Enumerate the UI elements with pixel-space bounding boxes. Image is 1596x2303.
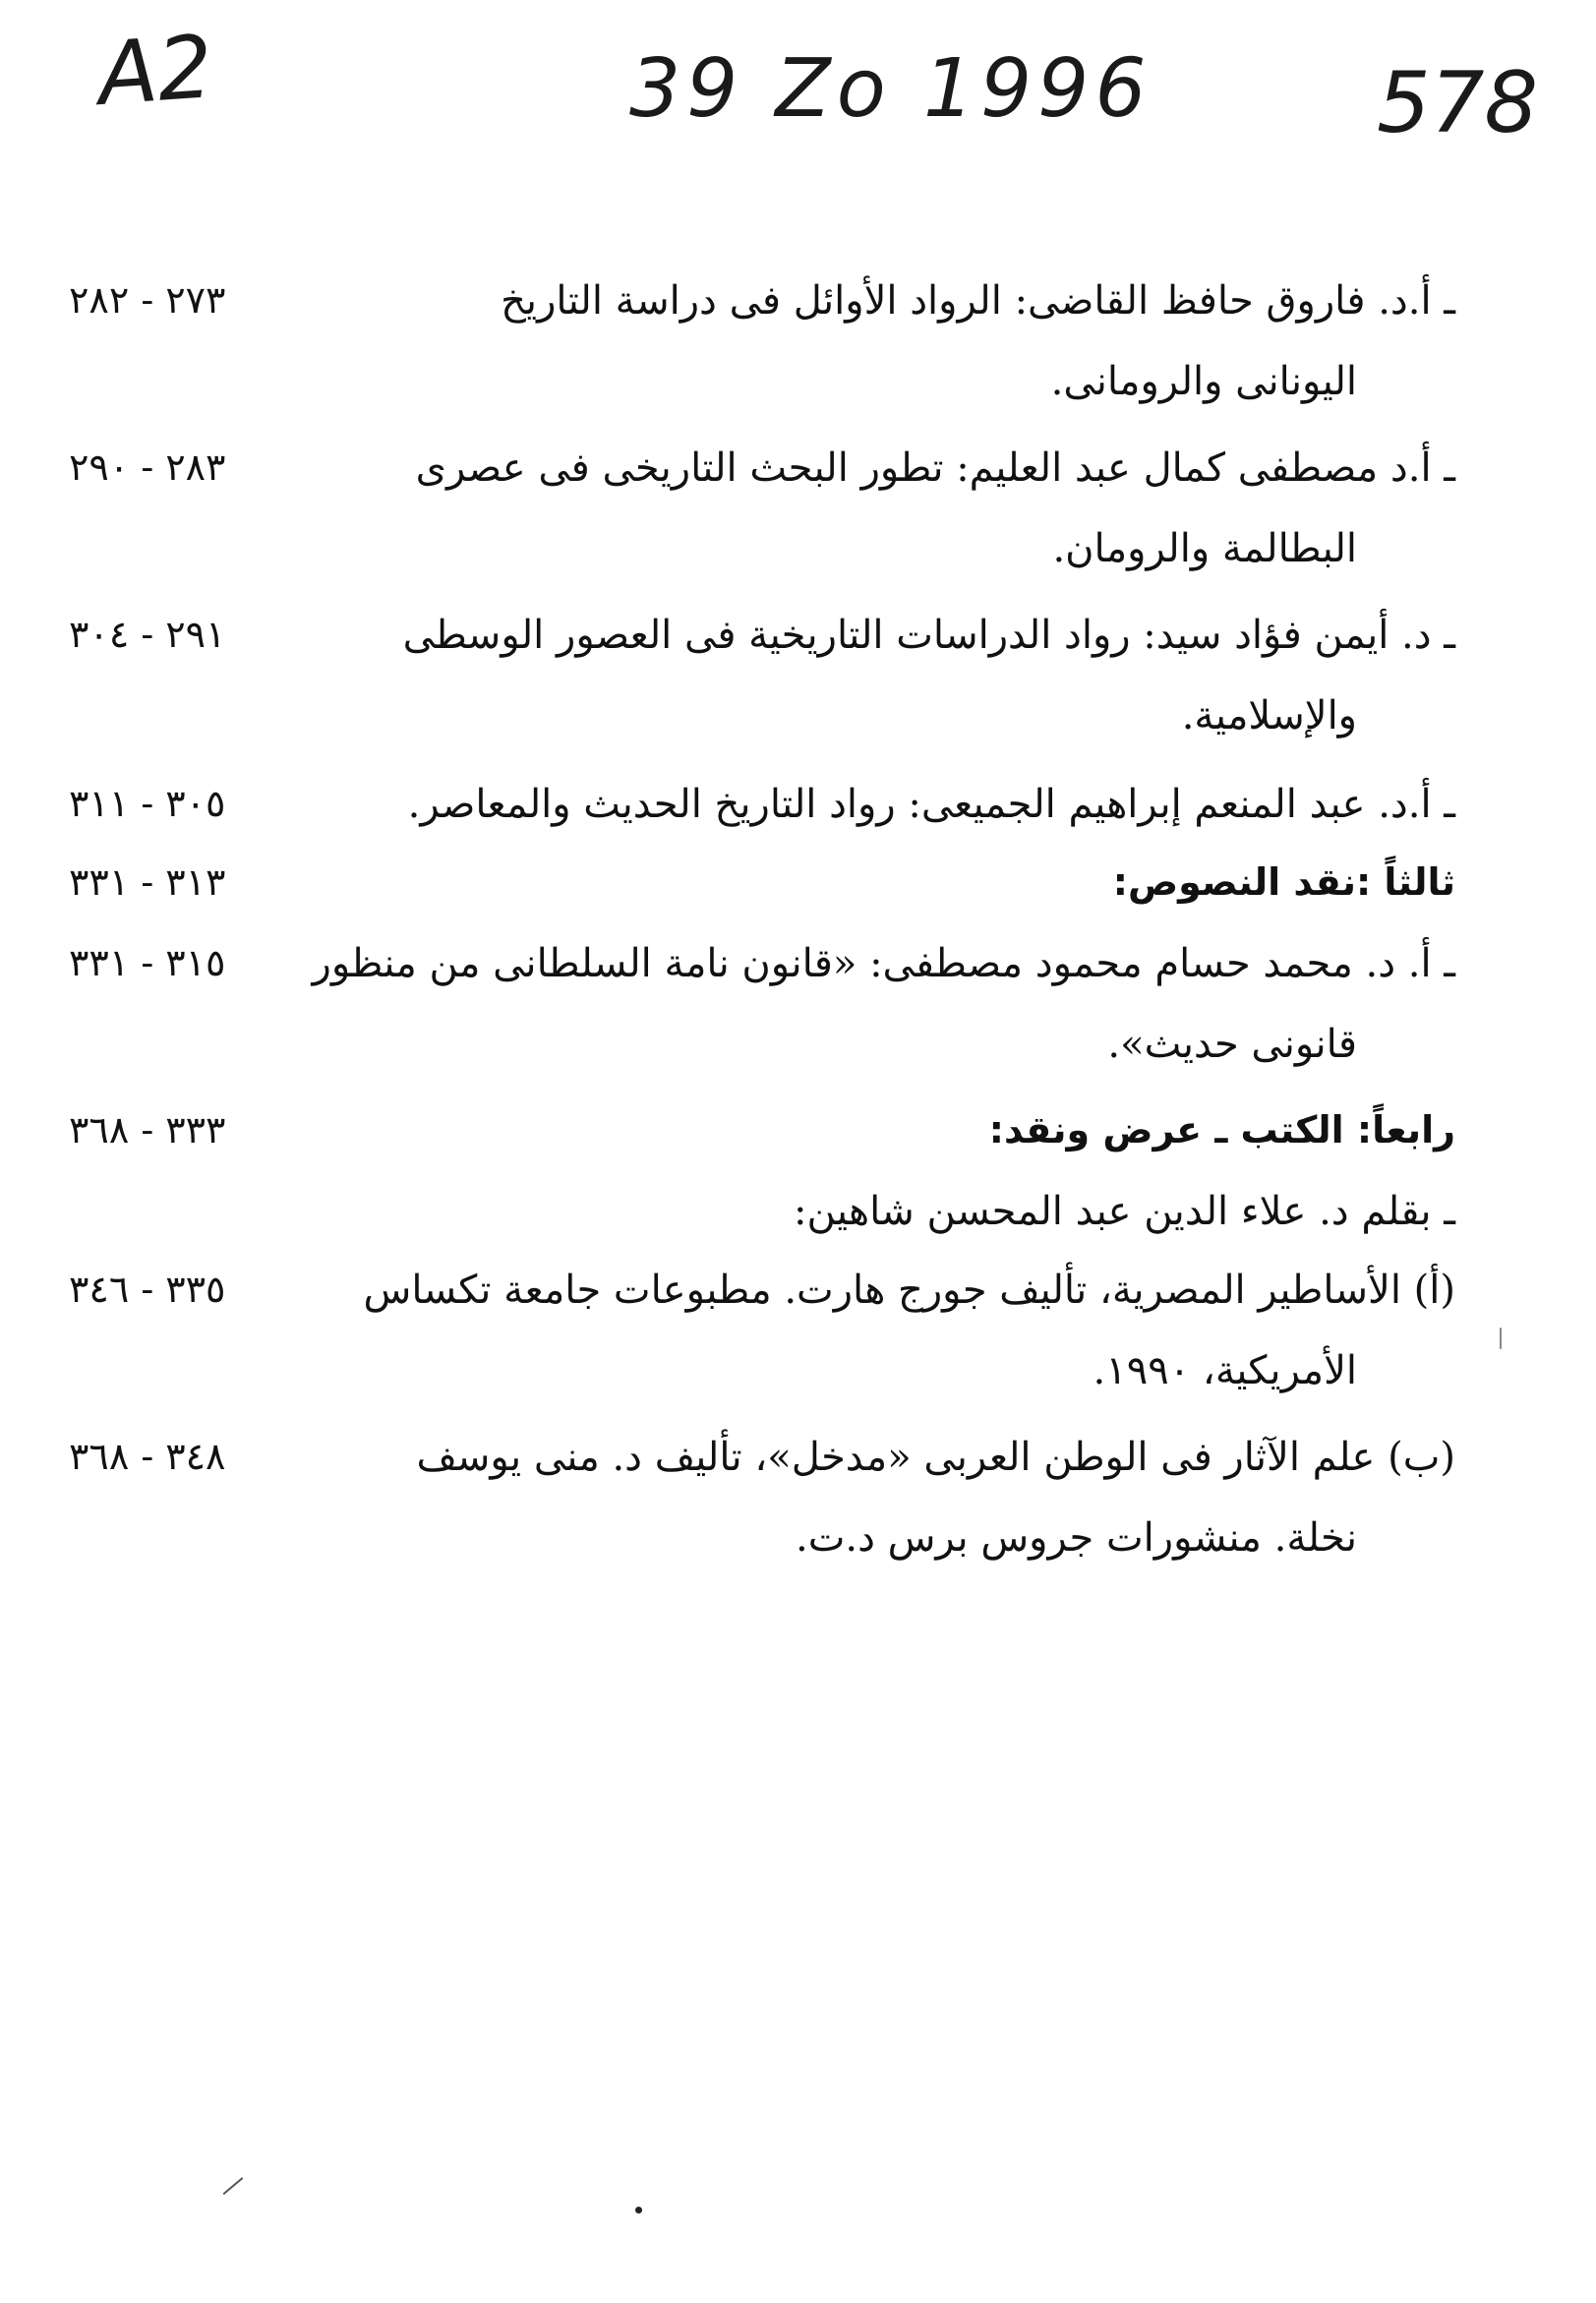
entry-title-continued: البطالمة والرومان. <box>1052 526 1357 571</box>
entry-title: ـ د. أيمن فؤاد سيد: رواد الدراسات التاريخية فى العصور الوسطى <box>402 613 1455 658</box>
entry-title-continued: اليونانى والرومانى. <box>1050 359 1357 404</box>
section-heading: ثالثاً :نقد النصوص: <box>1112 860 1455 904</box>
page-range: ٣١٥ - ٣٣١ <box>69 941 226 984</box>
handwritten-number: 578 <box>1377 54 1539 152</box>
page-range: ٢٨٣ - ٢٩٠ <box>69 445 226 489</box>
entry-title-continued: قانونى حديث». <box>1107 1022 1357 1067</box>
entry-title: ـ أ.د. فاروق حافظ القاضى: الرواد الأوائل فى دراسة التاريخ <box>501 278 1455 324</box>
page-range: ٣٠٥ - ٣١١ <box>69 782 226 825</box>
toc-entry <box>69 941 1455 1111</box>
entry-title-continued: نخلة. منشورات جروس برس د.ت. <box>795 1515 1357 1561</box>
toc-entry <box>69 278 1455 448</box>
page-range: ٣٤٨ - ٣٦٨ <box>69 1435 226 1478</box>
page-range: ٣١٣ - ٣٣١ <box>69 860 226 904</box>
entry-title: (ب) علم الآثار فى الوطن العربى «مدخل»، تأليف د. منى يوسف <box>416 1435 1455 1480</box>
toc-entry <box>69 1435 1455 1605</box>
scan-speck <box>635 2207 642 2214</box>
entry-title: ـ أ.د مصطفى كمال عبد العليم: تطور البحث التاريخى فى عصرى <box>415 445 1455 491</box>
page-range: ٣٣٥ - ٣٤٦ <box>69 1268 226 1311</box>
scan-speck <box>1500 1328 1502 1349</box>
entry-title: ـ أ.د. عبد المنعم إبراهيم الجميعى: رواد التاريخ الحديث والمعاصر. <box>407 782 1455 827</box>
page-range: ٢٧٣ - ٢٨٢ <box>69 278 226 322</box>
entry-title: (أ) الأساطير المصرية، تأليف جورج هارت. مطبوعات جامعة تكساس <box>363 1268 1455 1313</box>
handwritten-code: A2 <box>94 16 216 125</box>
page-range: ٢٩١ - ٣٠٤ <box>69 613 226 656</box>
entry-title-continued: والإسلامية. <box>1181 693 1357 738</box>
handwritten-date: 39 Zo 1996 <box>629 42 1153 136</box>
page-range: ٣٣٣ - ٣٦٨ <box>69 1108 226 1152</box>
toc-entry <box>69 445 1455 616</box>
toc-entry <box>69 1270 1455 1438</box>
toc-entry <box>69 613 1455 783</box>
scan-speck <box>222 2177 243 2195</box>
entry-title-continued: الأمريكية، ١٩٩٠. <box>1093 1348 1357 1393</box>
section-heading: رابعاً: الكتب ـ عرض ونقد: <box>988 1108 1455 1152</box>
entry-title: ـ بقلم د. علاء الدين عبد المحسن شاهين: <box>793 1189 1455 1234</box>
entry-title: ـ أ. د. محمد حسام محمود مصطفى: «قانون نامة السلطانى من منظور <box>312 941 1455 986</box>
